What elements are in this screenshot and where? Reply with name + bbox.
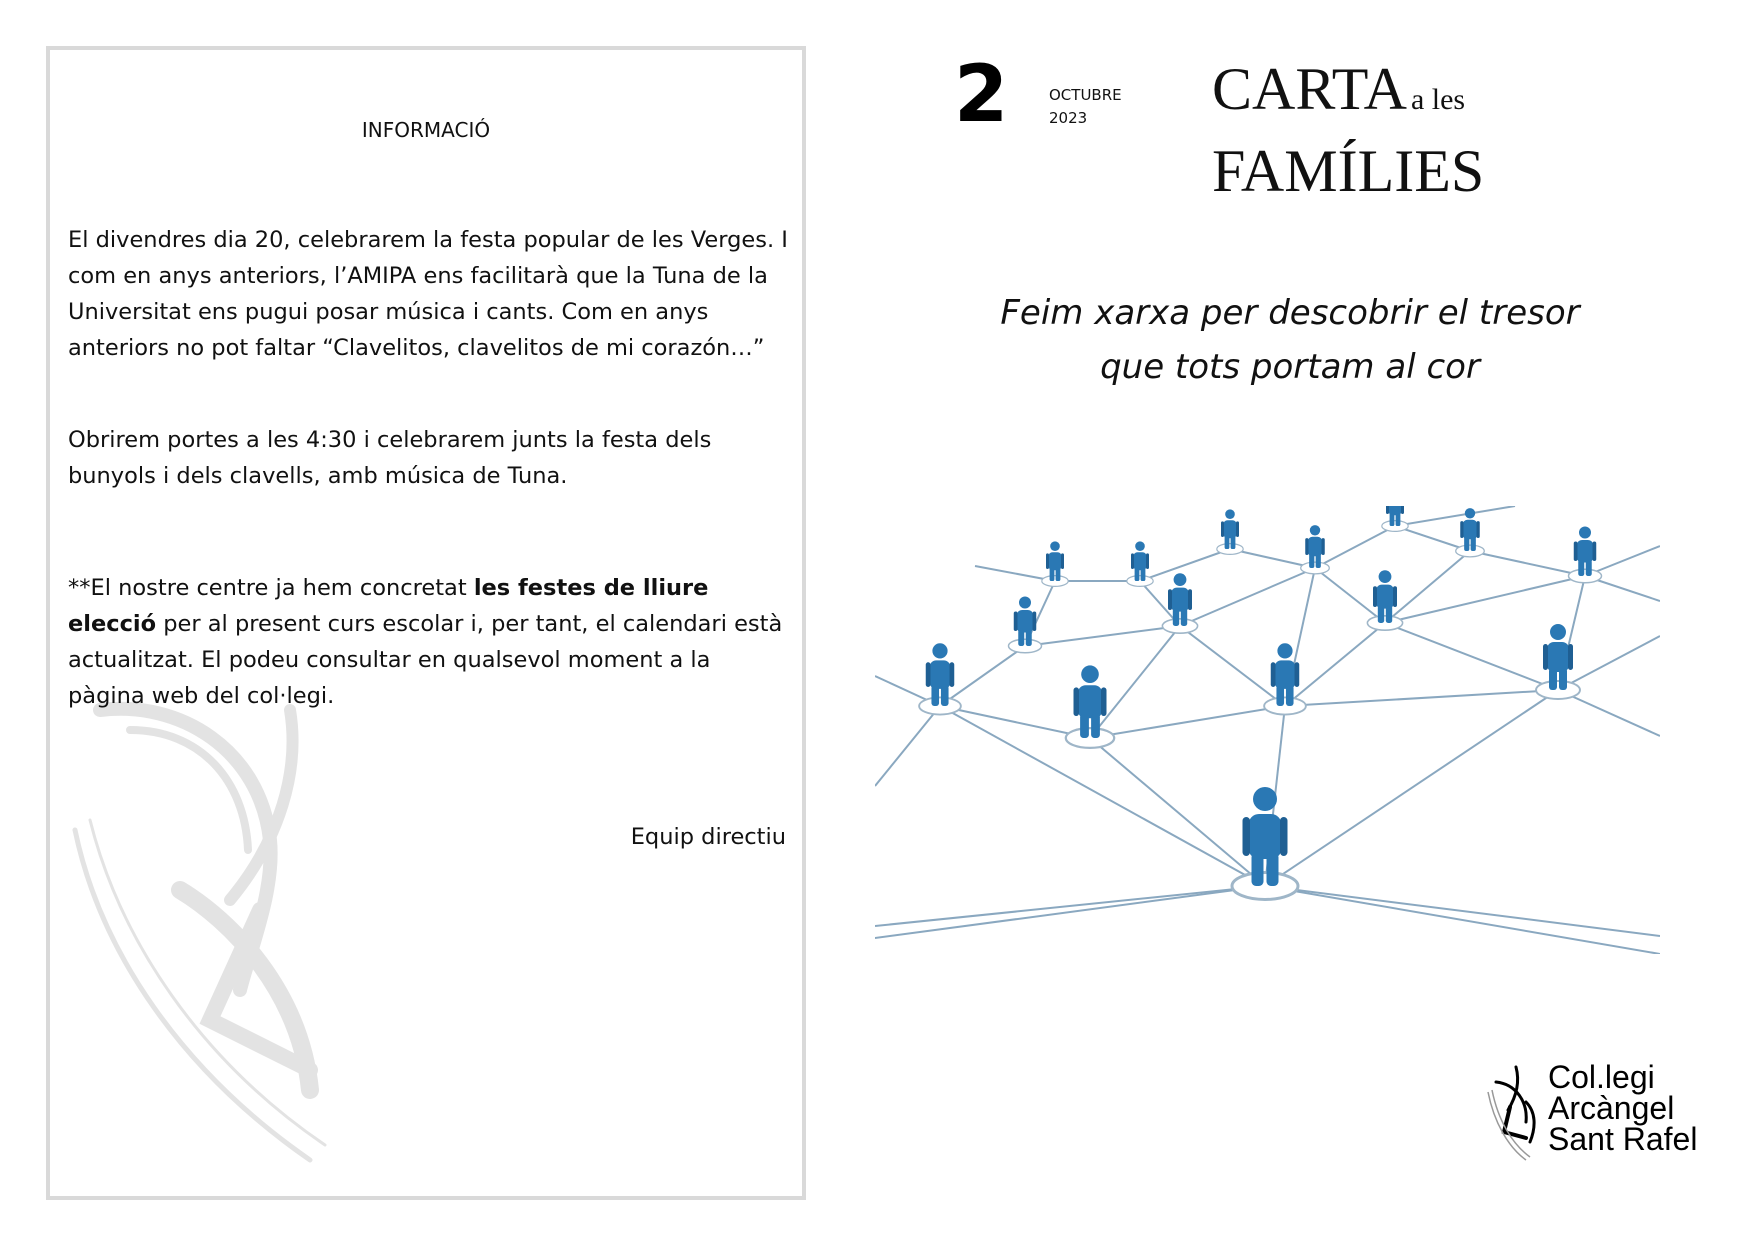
network-link: [1285, 690, 1558, 706]
school-logo: [1486, 1059, 1746, 1172]
person-figure-icon: [1217, 509, 1243, 554]
slogan-line-2: que tots portam al cor: [1100, 347, 1480, 387]
network-link: [1385, 623, 1558, 690]
network-link: [1025, 626, 1180, 646]
person-figure-icon: [1382, 506, 1408, 531]
network-link: [1385, 576, 1585, 623]
info-heading: INFORMACIÓ: [361, 118, 491, 142]
network-link: [1090, 626, 1180, 738]
school-name-line-2: Arcàngel: [1548, 1090, 1675, 1126]
title-families: FAMÍLIES: [1212, 138, 1485, 204]
person-figure-icon: [1569, 527, 1602, 583]
person-figure-icon: [1009, 597, 1042, 653]
issue-number: 2: [954, 50, 1009, 140]
network-link: [1265, 886, 1660, 936]
title-carta: CARTA: [1212, 56, 1407, 122]
holidays-text-end: per al present curs escolar i, per tant, el calendari està actualitzat. El podeu consultar en qualsevol moment a la pàgina web del col·legi.: [68, 611, 783, 709]
network-link: [875, 706, 940, 786]
information-panel: [46, 46, 806, 1200]
person-figure-icon: [1127, 541, 1153, 586]
network-link: [1180, 626, 1285, 706]
network-link: [875, 886, 1265, 926]
school-emblem-watermark-icon: [60, 690, 420, 1190]
person-figure-icon: [1042, 541, 1068, 586]
school-name-line-1: Col.legi: [1548, 1059, 1655, 1095]
opening-time-paragraph: Obrirem portes a les 4:30 i celebrarem junts la festa dels bunyols i dels clavells, amb música de Tuna.: [68, 427, 712, 489]
person-figure-icon: [1301, 525, 1330, 574]
holidays-text-start: **El nostre centre ja hem concretat: [68, 575, 474, 601]
person-figure-icon: [1066, 665, 1114, 748]
person-figure-icon: [1536, 624, 1580, 699]
school-name-line-3: Sant Rafel: [1548, 1121, 1698, 1157]
person-figure-icon: [919, 643, 961, 714]
issue-month: OCTUBRE: [1049, 86, 1122, 104]
person-figure-icon: [1367, 570, 1402, 630]
network-link: [1558, 636, 1660, 690]
network-link: [1265, 886, 1660, 954]
holidays-bold-text: les festes de lliure elecció: [68, 575, 709, 637]
person-figure-icon: [1162, 573, 1197, 633]
title-connector: a les: [1410, 83, 1466, 116]
issue-date: [1049, 84, 1122, 130]
network-link: [1090, 738, 1265, 886]
holidays-paragraph: [68, 570, 788, 714]
festa-verges-paragraph: El divendres dia 20, celebrarem la festa popular de les Verges. I com en anys anteriors, l’AMIPA ens facilitarà que la Tuna de la Universitat ens pugui posar música i cants. Com en anys anteriors no pot faltar “Clavelitos, clavelitos de mi corazón…”: [68, 227, 788, 361]
school-name: [1548, 1059, 1698, 1157]
school-emblem-icon: [1486, 1062, 1546, 1162]
slogan-line-1: Feim xarxa per descobrir el tresor: [1000, 293, 1580, 333]
people-network-icon: [875, 506, 1660, 954]
network-link: [1315, 526, 1395, 568]
issue-year: 2023: [1049, 109, 1088, 127]
network-link: [1395, 506, 1515, 526]
person-figure-icon: [1264, 643, 1306, 714]
masthead-title: [1212, 56, 1484, 220]
person-figure-icon: [1232, 787, 1298, 900]
network-link: [1265, 690, 1558, 886]
signature: Equip directiu: [630, 824, 786, 850]
network-link: [1470, 551, 1585, 576]
network-link: [1090, 706, 1285, 738]
slogan: [980, 286, 1600, 394]
network-link: [1180, 568, 1315, 626]
